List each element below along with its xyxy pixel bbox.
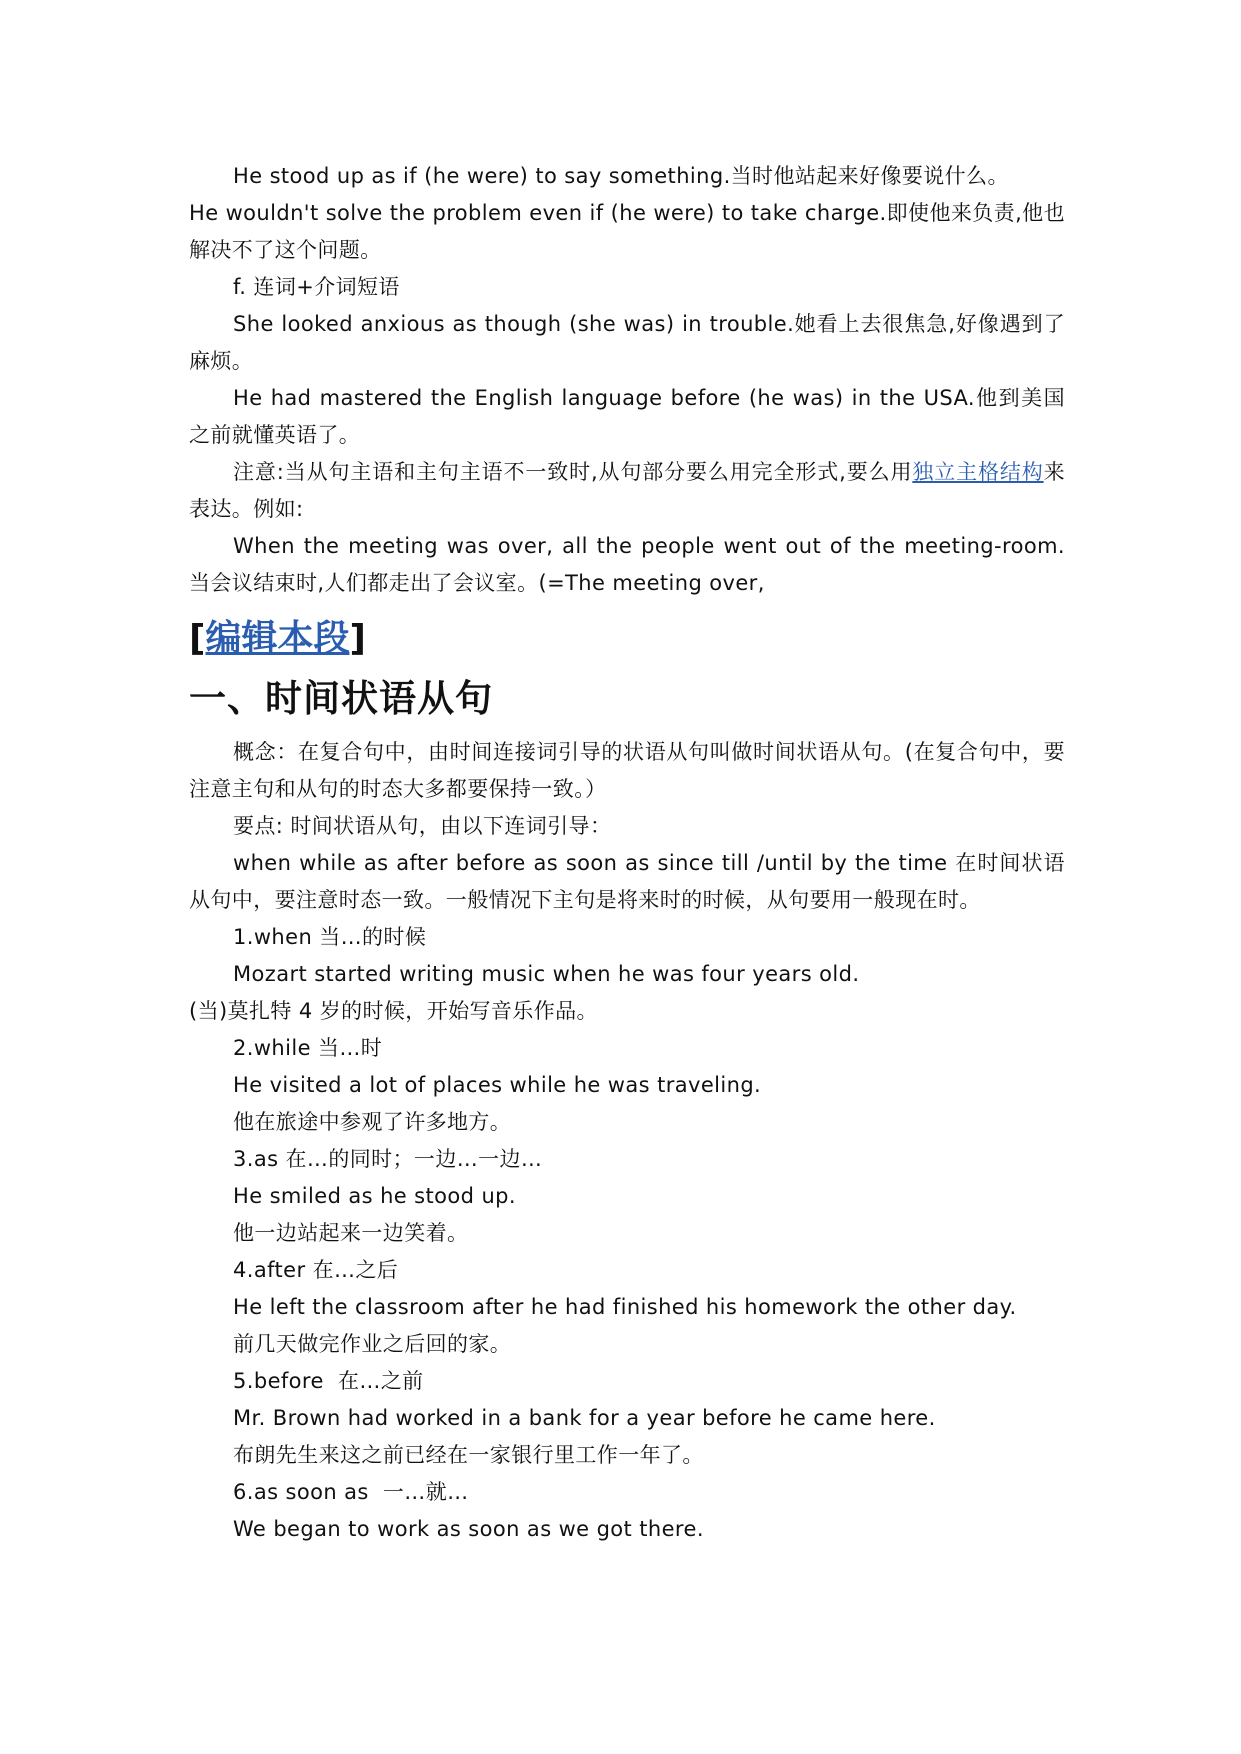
item-as-soon-as	[189, 1474, 1065, 1548]
document-body	[189, 158, 1065, 1548]
item-heading: 4.after 在…之后	[233, 1258, 399, 1282]
item-example: Mr. Brown had worked in a bank for a year before he came here.	[233, 1406, 936, 1430]
item-translation: 布朗先生来这之前已经在一家银行里工作一年了。	[233, 1443, 704, 1467]
key-point-paragraph: 要点: 时间状语从句，由以下连词引导：	[233, 814, 612, 838]
item-when	[189, 919, 1065, 1030]
item-example: He left the classroom after he had finished his homework the other day.	[233, 1295, 1017, 1319]
bracket-open: [	[189, 618, 206, 659]
sub-heading: f. 连词+介词短语	[233, 275, 400, 299]
section-title: 一、时间状语从句	[189, 677, 493, 720]
bracket-close: ]	[349, 618, 366, 659]
paragraph: He stood up as if (he were) to say something.当时他站起来好像要说什么。	[233, 164, 1009, 188]
item-heading: 2.while 当…时	[233, 1036, 383, 1060]
paragraph: She looked anxious as though (she was) in trouble.她看上去很焦急,好像遇到了麻烦。	[189, 312, 1065, 373]
note-paragraph	[189, 454, 1065, 528]
note-text: 注意:当从句主语和主句主语不一致时,从句部分要么用完全形式,要么用	[233, 460, 913, 484]
absolute-construction-link[interactable]: 独立主格结构	[912, 460, 1044, 484]
edit-section-heading	[189, 612, 1065, 666]
edit-section-link[interactable]: 编辑本段	[205, 618, 350, 659]
item-example: He smiled as he stood up.	[233, 1184, 516, 1208]
item-example: Mozart started writing music when he was four years old.	[233, 962, 860, 986]
item-example: He visited a lot of places while he was traveling.	[233, 1073, 762, 1097]
item-translation: 前几天做完作业之后回的家。	[233, 1332, 512, 1356]
item-heading: 3.as 在…的同时；一边…一边…	[233, 1147, 543, 1171]
example-paragraph: When the meeting was over, all the people went out of the meeting-room.当会议结束时,人们都走出了会议室。(=The meeting over,	[189, 534, 1065, 595]
paragraph: He wouldn't solve the problem even if (he were) to take charge.即使他来负责,他也解决不了这个问题。	[189, 201, 1065, 262]
concept-paragraph: 概念：在复合句中，由时间连接词引导的状语从句叫做时间状语从句。(在复合句中，要注意主句和从句的时态大多都要保持一致。）	[189, 740, 1065, 801]
item-before	[189, 1363, 1065, 1474]
item-while	[189, 1030, 1065, 1141]
item-heading: 6.as soon as 一…就…	[233, 1480, 469, 1504]
item-heading: 1.when 当…的时候	[233, 925, 427, 949]
item-heading: 5.before 在…之前	[233, 1369, 424, 1393]
item-after	[189, 1252, 1065, 1363]
item-example: We began to work as soon as we got there.	[233, 1517, 704, 1541]
item-as	[189, 1141, 1065, 1252]
paragraph: He had mastered the English language before (he was) in the USA.他到美国之前就懂英语了。	[189, 386, 1065, 447]
item-translation: (当)莫扎特 4 岁的时候，开始写音乐作品。	[189, 999, 598, 1023]
item-translation: 他在旅途中参观了许多地方。	[233, 1110, 512, 1134]
note-text: 来表达。例如:	[189, 460, 1066, 521]
conjunctions-paragraph: when while as after before as soon as since till /until by the time 在时间状语从句中，要注意时态一致。一般情况下主句是将来时的时候，从句要用一般现在时。	[189, 851, 1065, 912]
item-translation: 他一边站起来一边笑着。	[233, 1221, 469, 1245]
